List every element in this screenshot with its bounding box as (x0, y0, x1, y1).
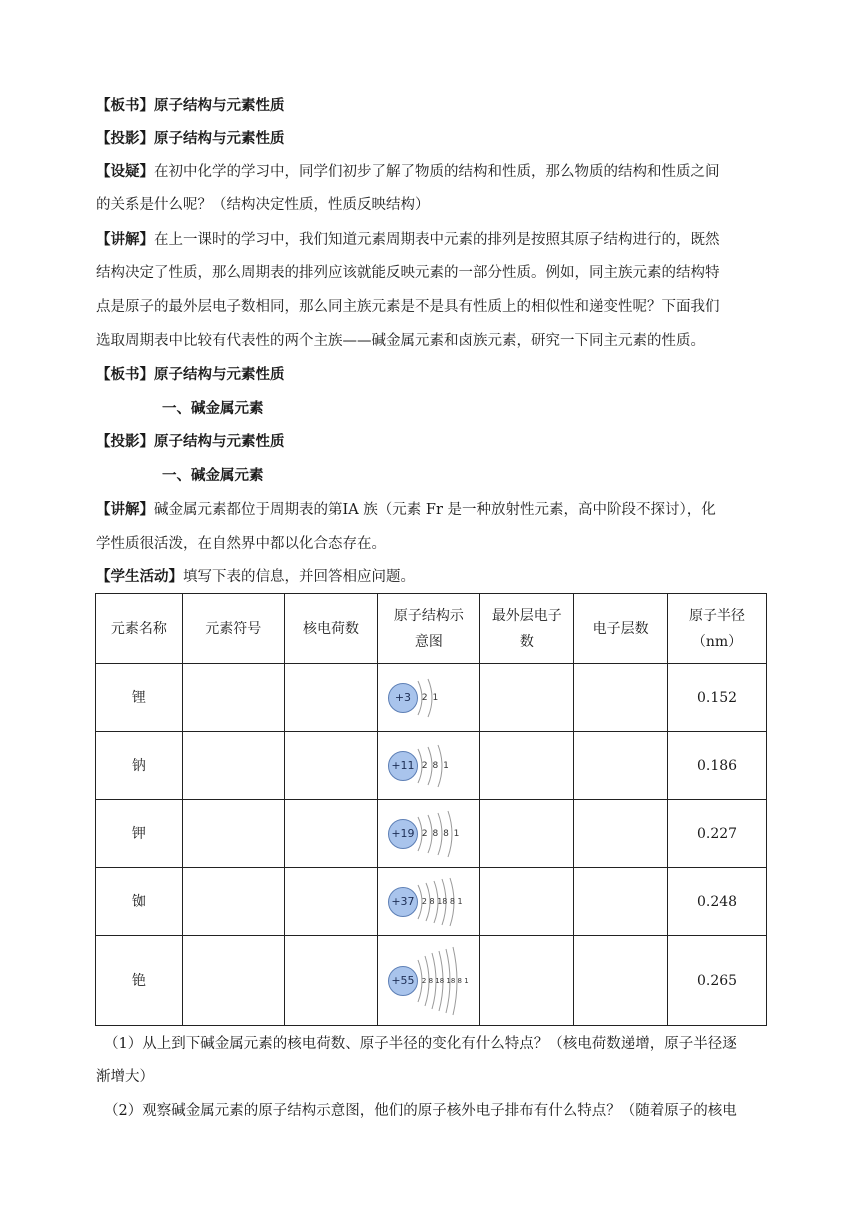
electron-shell-numbers: 2 8 8 1 (421, 828, 461, 839)
cell-atomic-radius: 0.248 (668, 868, 767, 936)
electron-shell-numbers: 2 8 18 18 8 1 (421, 976, 469, 985)
line-text: 的关系是什么呢？（结构决定性质，性质反映结构） (96, 197, 430, 213)
line-text: 原子结构与元素性质 (154, 367, 285, 383)
header-line: 原子结构示 (393, 607, 464, 624)
cell-outer-electrons (480, 936, 574, 1026)
line-projection-title-2 (96, 432, 776, 452)
line-lecture-6 (96, 534, 776, 554)
line-lecture-2 (96, 263, 776, 283)
tag-label: 【板书】 (96, 367, 154, 383)
header-line: 意图 (414, 633, 443, 650)
cell-element-symbol (182, 664, 284, 732)
electron-shell-numbers: 2 8 18 8 1 (421, 896, 463, 906)
cell-element-name: 铯 (96, 936, 183, 1026)
cell-nuclear-charge (284, 800, 378, 868)
line-lecture-5 (96, 500, 776, 520)
alkali-metal-table (95, 593, 767, 1026)
line-projection-title-1 (96, 129, 776, 149)
header-element-symbol: 元素符号 (182, 594, 284, 664)
cell-element-symbol (182, 936, 284, 1026)
cell-nuclear-charge (284, 936, 378, 1026)
cell-structure-diagram (378, 936, 480, 1026)
cell-element-symbol (182, 868, 284, 936)
electron-shell-numbers: 2 8 1 (421, 760, 450, 771)
atom-structure-diagram (384, 741, 474, 791)
cell-element-name: 钠 (96, 732, 183, 800)
cell-outer-electrons (480, 664, 574, 732)
cell-atomic-radius: 0.186 (668, 732, 767, 800)
cell-shell-count (574, 800, 668, 868)
cell-outer-electrons (480, 732, 574, 800)
tag-label: 【投影】 (96, 434, 154, 450)
atom-structure-diagram (384, 809, 474, 859)
nucleus-icon: +55 (388, 966, 418, 996)
cell-outer-electrons (480, 800, 574, 868)
cell-element-symbol (182, 800, 284, 868)
cell-shell-count (574, 732, 668, 800)
table-row (96, 936, 767, 1026)
line-text: 原子结构与元素性质 (154, 98, 285, 114)
header-line: 数 (519, 633, 534, 650)
header-atomic-radius (668, 594, 767, 664)
cell-structure-diagram (378, 868, 480, 936)
cell-shell-count (574, 664, 668, 732)
line-board-title-2 (96, 365, 776, 385)
table-row (96, 732, 767, 800)
tag-label: 【板书】 (96, 98, 154, 114)
nucleus-icon: +3 (388, 683, 418, 713)
question-2-line-1: （2）观察碱金属元素的原子结构示意图，他们的原子核外电子排布有什么特点？（随着原子的核电 (104, 1103, 737, 1119)
header-line: 原子半径 (689, 607, 746, 624)
line-text: 原子结构与元素性质 (154, 434, 285, 450)
tag-label: 【学生活动】 (96, 569, 183, 585)
cell-shell-count (574, 868, 668, 936)
header-structure-diagram (378, 594, 480, 664)
header-element-name: 元素名称 (96, 594, 183, 664)
line-text: 原子结构与元素性质 (154, 131, 285, 147)
line-lecture-1 (96, 230, 776, 250)
header-shell-count: 电子层数 (574, 594, 668, 664)
electron-shell-numbers: 2 1 (421, 692, 440, 703)
table-header-row (96, 594, 767, 664)
header-outer-electrons (480, 594, 574, 664)
cell-element-name: 钾 (96, 800, 183, 868)
line-text: 点是原子的最外层电子数相同，那么同主族元素是不是具有性质上的相似性和递变性呢？下面我们 (96, 299, 720, 315)
line-text: 在上一课时的学习中，我们知道元素周期表中元素的排列是按照其原子结构进行的，既然 (154, 232, 720, 248)
line-student-activity (96, 567, 776, 587)
cell-structure-diagram (378, 664, 480, 732)
cell-element-name: 铷 (96, 868, 183, 936)
line-text: 选取周期表中比较有代表性的两个主族——碱金属元素和卤族元素，研究一下同主元素的性质。 (96, 333, 705, 349)
nucleus-icon: +37 (388, 887, 418, 917)
table-row (96, 664, 767, 732)
header-nuclear-charge: 核电荷数 (284, 594, 378, 664)
nucleus-icon: +19 (388, 819, 418, 849)
tag-label: 【设疑】 (96, 164, 154, 180)
question-1-line-1: （1）从上到下碱金属元素的核电荷数、原子半径的变化有什么特点？（核电荷数递增，原子半径逐 (104, 1036, 737, 1052)
question-1-line-2: 渐增大） (96, 1069, 154, 1085)
atom-structure-diagram (384, 673, 474, 723)
cell-element-name: 锂 (96, 664, 183, 732)
tag-label: 【讲解】 (96, 502, 154, 518)
cell-atomic-radius: 0.227 (668, 800, 767, 868)
line-board-title-1 (96, 96, 776, 116)
cell-nuclear-charge (284, 868, 378, 936)
line-question-1 (96, 162, 776, 182)
atom-structure-diagram (384, 877, 474, 927)
line-lecture-3 (96, 297, 776, 317)
line-lecture-4 (96, 331, 776, 351)
line-question-2 (96, 195, 776, 215)
cell-structure-diagram (378, 732, 480, 800)
heading-alkali-metals-2: 一、碱金属元素 (162, 468, 264, 484)
cell-element-symbol (182, 732, 284, 800)
cell-structure-diagram (378, 800, 480, 868)
header-line: 最外层电子 (491, 607, 562, 624)
nucleus-icon: +11 (388, 751, 418, 781)
table-row (96, 800, 767, 868)
line-text: 学性质很活泼，在自然界中都以化合态存在。 (96, 536, 386, 552)
header-line: （nm） (691, 633, 743, 650)
line-text: 在初中化学的学习中，同学们初步了解了物质的结构和性质，那么物质的结构和性质之间 (154, 164, 720, 180)
cell-nuclear-charge (284, 664, 378, 732)
line-text: 碱金属元素都位于周期表的第ⅠA 族（元素 Fr 是一种放射性元素，高中阶段不探讨），化 (154, 502, 716, 518)
table-row (96, 868, 767, 936)
line-text: 填写下表的信息，并回答相应问题。 (183, 569, 415, 585)
tag-label: 【讲解】 (96, 232, 154, 248)
tag-label: 【投影】 (96, 131, 154, 147)
line-text: 结构决定了性质，那么周期表的排列应该就能反映元素的一部分性质。例如，同主族元素的结构特 (96, 265, 720, 281)
heading-alkali-metals-1: 一、碱金属元素 (162, 401, 264, 417)
cell-shell-count (574, 936, 668, 1026)
atom-structure-diagram (384, 946, 474, 1016)
cell-atomic-radius: 0.152 (668, 664, 767, 732)
cell-atomic-radius: 0.265 (668, 936, 767, 1026)
cell-outer-electrons (480, 868, 574, 936)
cell-nuclear-charge (284, 732, 378, 800)
